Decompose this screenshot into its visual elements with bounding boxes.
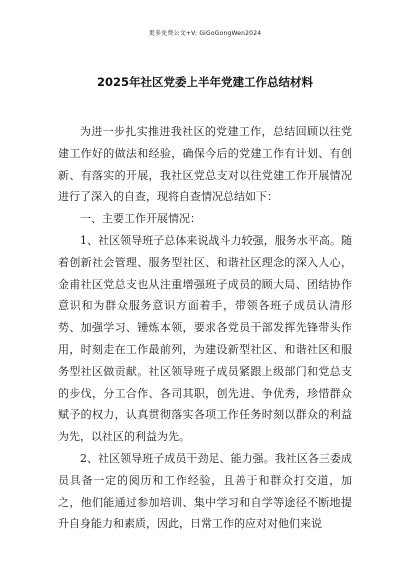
paragraph-item-1: 1、社区领导班子总体来说战斗力较强，服务水平高。随着创新社会管理、服务型社区、和谐社区理念的深入人心，金甫社区党总支也从注重增强班子成员的顾大局、团结协作意识和为群众服务意识方面着手，带领各班子成员认清形势、加强学习、锤炼本领，要求各党员干部发挥先锋带头作用，时刻走在工作最前列，为建设新型社区、和谐社区和服务型社区做贡献。社区领导班子成员紧跟上级部门和党总支的步伐，分工合作、各司其职，创先进、争优秀，珍惜群众赋予的权力，认真贯彻落实各项工作任务时刻以群众的利益为先，以社区的利益为先。	[58, 233, 352, 444]
header-note: 更多免费公文+V: GiGoGongWen2024	[148, 30, 262, 37]
section-heading: 一、主要工作开展情况：	[80, 212, 201, 226]
paragraph-intro: 为进一步扎实推进我社区的党建工作，总结回顾以往党建工作好的做法和经验，确保今后的党建工作有计划、有创新、有落实的开展，我社区党总支对以往党建工作开展情况进行了深入的自查，现将自查情况总结如下：	[58, 125, 352, 204]
document-body	[58, 121, 352, 535]
paragraph-item-2: 2、社区领导班子成员干劲足、能力强。我社区各三委成员具备一定的阅历和工作经验，且善于和群众打交道，加之，他们能通过参加培训、集中学习和自学等途径不断地提升自身能力和素质，因此，日常工作的应对对他们来说	[58, 451, 352, 531]
document-title: 2025年社区党委上半年党建工作总结材料	[96, 75, 313, 89]
